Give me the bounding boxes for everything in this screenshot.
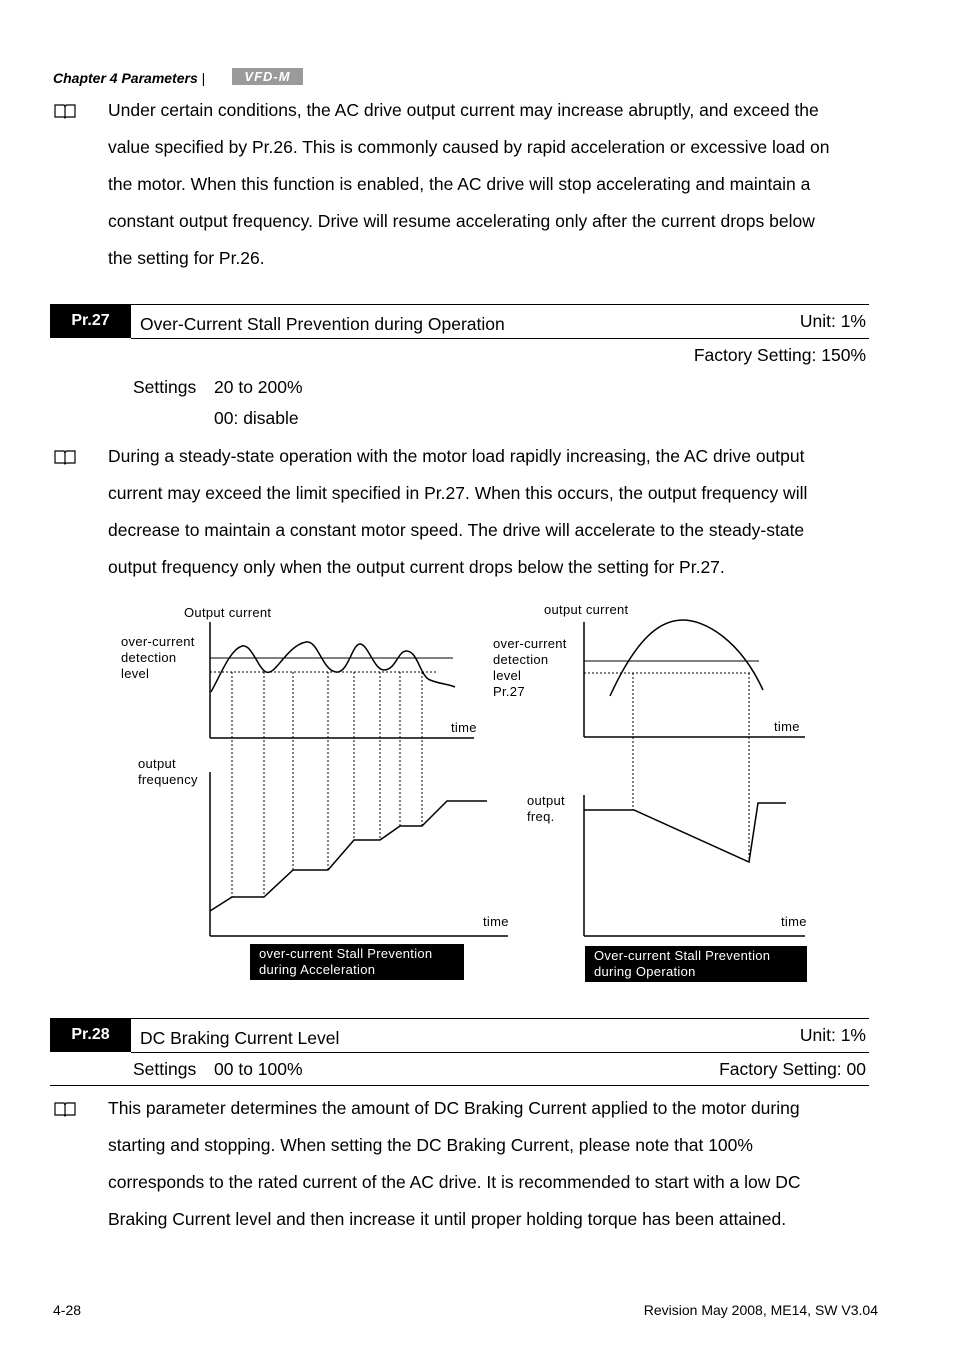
- revision-info: Revision May 2008, ME14, SW V3.04: [643, 1302, 878, 1318]
- pr27-setting-disable: 00: disable: [214, 408, 299, 428]
- pr27-settings-label: Settings: [133, 377, 197, 397]
- pr28-mid-rule: [131, 1052, 869, 1053]
- pr27-title: Over-Current Stall Prevention during Operation: [140, 314, 505, 334]
- intro-paragraph: Under certain conditions, the AC drive output current may increase abruptly, and exceed the value specified by Pr.26. This is commonly caused by rapid acceleration or excessive load on the motor. When this function is enabled, the AC drive will stop accelerating and maintain a constant output frequency. Drive will resume accelerating only after the current drops below the setting for Pr.26.: [108, 100, 830, 268]
- left-time-label-top: time: [451, 720, 477, 735]
- right-frequency-graph: [584, 795, 805, 936]
- header-separator: |: [201, 70, 206, 86]
- pr28-description: This parameter determines the amount of DC Braking Current applied to the motor during starting and stopping. When setting the DC Braking Current, please note that 100% corresponds to the rated current of the AC drive. It is recommended to start with a low DC Braking Current level and then increase it until proper holding torque has been attained.: [108, 1098, 801, 1229]
- pr27-description: During a steady-state operation with the motor load rapidly increasing, the AC drive output current may exceed the limit specified in Pr.27. When this occurs, the output frequency will decrease to maintain a constant motor speed. The drive will accelerate to the steady-state output frequency only when the output current drops below the setting for Pr.27.: [108, 446, 808, 577]
- right-current-graph: [584, 620, 805, 737]
- vfd-logo: VFD-M: [232, 68, 303, 85]
- right-level-label: over-current detection level Pr.27: [493, 636, 567, 699]
- left-caption: over-current Stall Prevention during Acceleration: [250, 944, 464, 980]
- chapter-title: Chapter 4 Parameters |: [53, 70, 206, 86]
- pr28-top-rule: [50, 1018, 869, 1019]
- pr28-setting-range: 00 to 100%: [214, 1059, 303, 1079]
- left-level-label: over-current detection level: [121, 634, 195, 681]
- book-icon: [54, 1101, 76, 1117]
- right-dotted-verticals: [633, 673, 749, 862]
- pr28-title: DC Braking Current Level: [140, 1028, 340, 1048]
- left-current-label: Output current: [184, 605, 272, 620]
- left-frequency-graph: [210, 772, 508, 936]
- right-current-label: output current: [544, 602, 629, 617]
- pr27-unit: Unit: 1%: [799, 311, 866, 331]
- right-freq-label: output freq.: [527, 793, 565, 824]
- left-time-label-bottom: time: [483, 914, 509, 929]
- right-time-label-top: time: [774, 719, 800, 734]
- pr28-factory-setting: Factory Setting: 00: [719, 1059, 866, 1079]
- pr27-setting-range: 20 to 200%: [214, 377, 303, 397]
- pr28-bottom-rule: [50, 1085, 869, 1086]
- right-time-label-bottom: time: [781, 914, 807, 929]
- left-dotted-verticals: [232, 672, 422, 897]
- pr28-unit: Unit: 1%: [799, 1025, 866, 1045]
- pr27-tag: Pr.27: [50, 305, 131, 338]
- page-number: 4-28: [53, 1302, 82, 1318]
- left-freq-label: output frequency: [138, 756, 198, 787]
- left-current-graph: [210, 622, 474, 738]
- pr28-settings-label: Settings: [133, 1059, 197, 1079]
- pr27-factory-setting: Factory Setting: 150%: [693, 345, 866, 365]
- right-caption: Over-current Stall Prevention during Operation: [585, 946, 807, 982]
- pr28-tag: Pr.28: [50, 1019, 131, 1052]
